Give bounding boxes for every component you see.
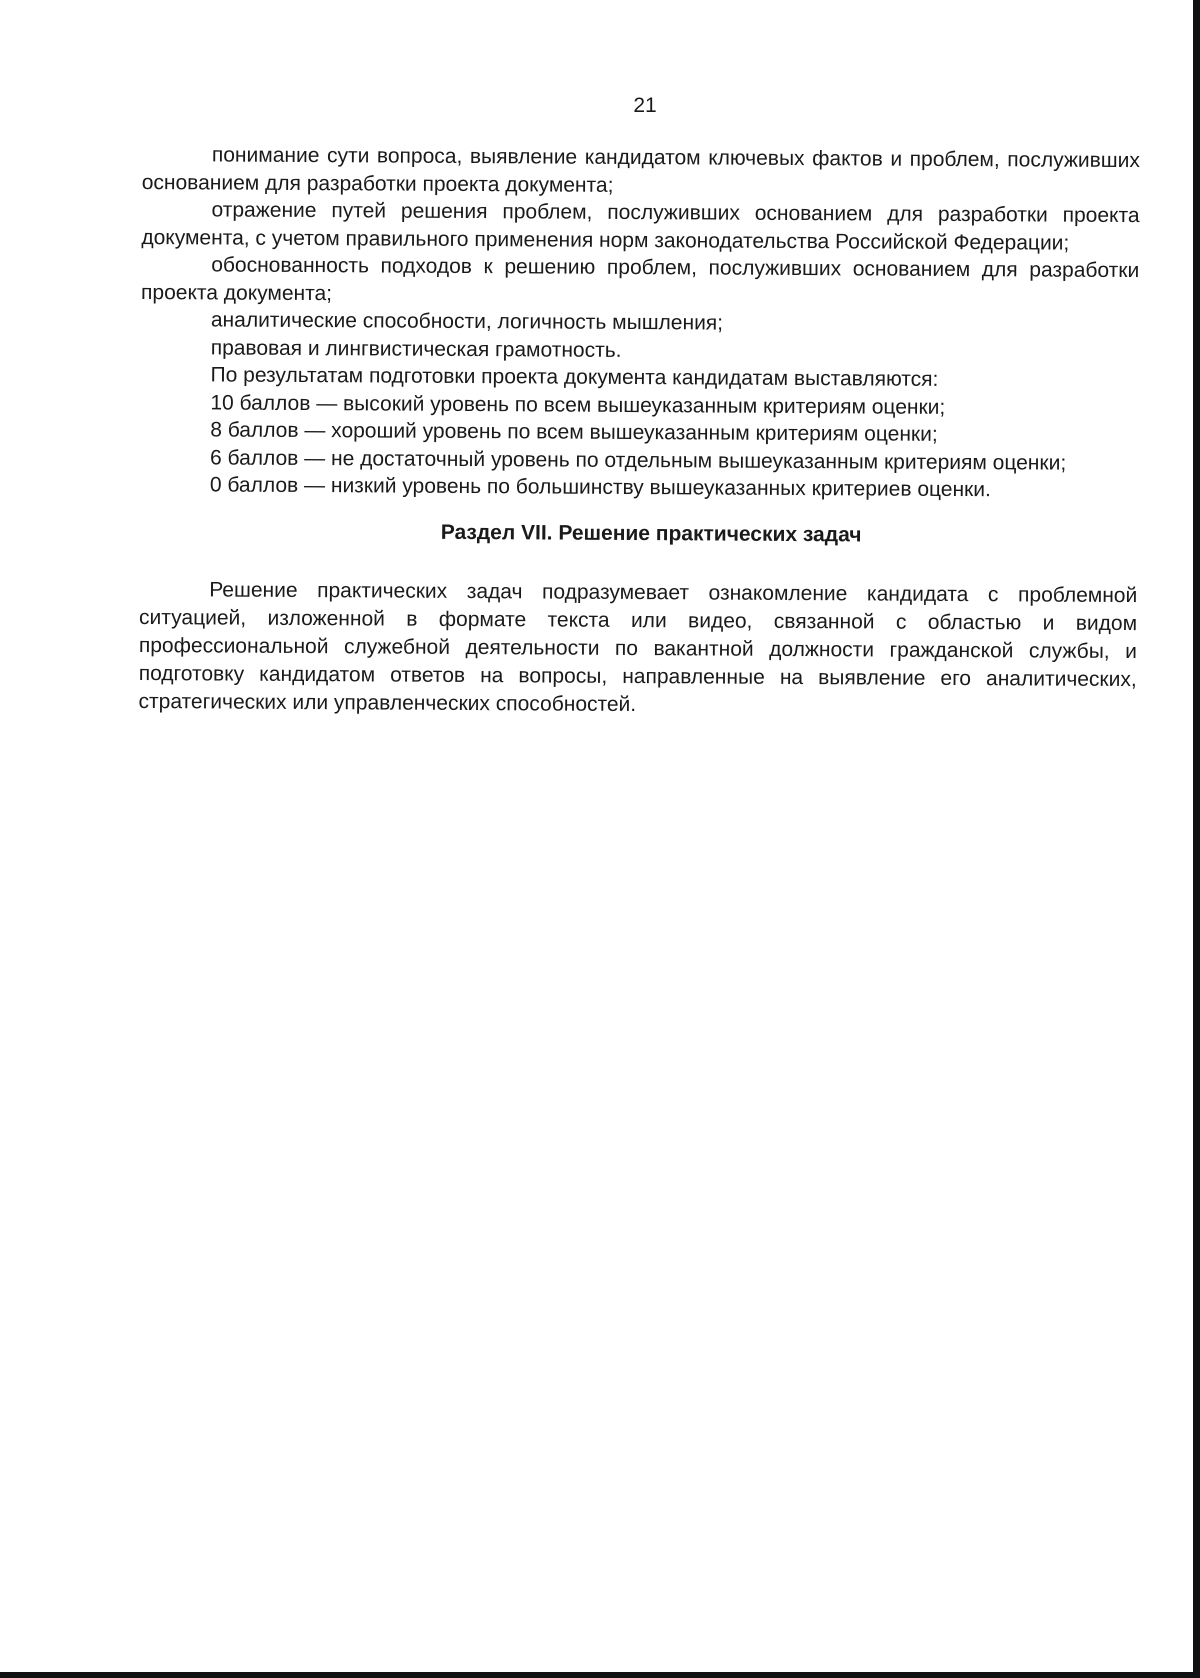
page-number: 21: [633, 94, 657, 117]
scan-border-right: [1193, 0, 1200, 1678]
criterion-literacy: правовая и лингвистическая грамотность.: [210, 335, 622, 362]
scoring-intro: По результатам подготовки проекта документа кандидатам выставляются:: [210, 363, 939, 391]
score-10: 10 баллов — высокий уровень по всем вышеуказанным критериям оценки;: [210, 390, 946, 419]
criterion-analytical: аналитические способности, логичность мышления;: [210, 308, 724, 335]
score-0: 0 баллов — низкий уровень по большинству вышеуказанных критериев оценки.: [209, 473, 991, 502]
score-6: 6 баллов — не достаточный уровень по отдельным вышеуказанным критериям оценки;: [209, 445, 1067, 475]
section-heading: Раздел VII. Решение практических задач: [440, 520, 862, 546]
scan-border-bottom: [0, 1672, 1200, 1678]
score-8: 8 баллов — хороший уровень по всем вышеуказанным критериям оценки;: [210, 418, 938, 446]
criterion-solutions: отражение путей решения проблем, послуживших основанием для разработки проекта документа, с учетом правильного применения норм законодательства Российской Федерации;: [141, 198, 1140, 255]
section-body: Решение практических задач подразумевает ознакомление кандидата с проблемной ситуацией, изложенной в формате текста или видео, связанной с областью и видом профессиональной служебной деятельности по вакантной должности гражданской службы, и подготовку кандидатом ответов на вопросы, направленные на выявление его аналитических, стратегических или управленческих способностей.: [138, 578, 1138, 717]
criterion-justification: обоснованность подходов к решению проблем, послуживших основанием для разработки проекта документа;: [141, 253, 1140, 305]
criterion-understanding: понимание сути вопроса, выявление кандидатом ключевых фактов и проблем, послуживших основанием для разработки проекта документа;: [141, 143, 1140, 197]
document-body: [138, 141, 1139, 722]
